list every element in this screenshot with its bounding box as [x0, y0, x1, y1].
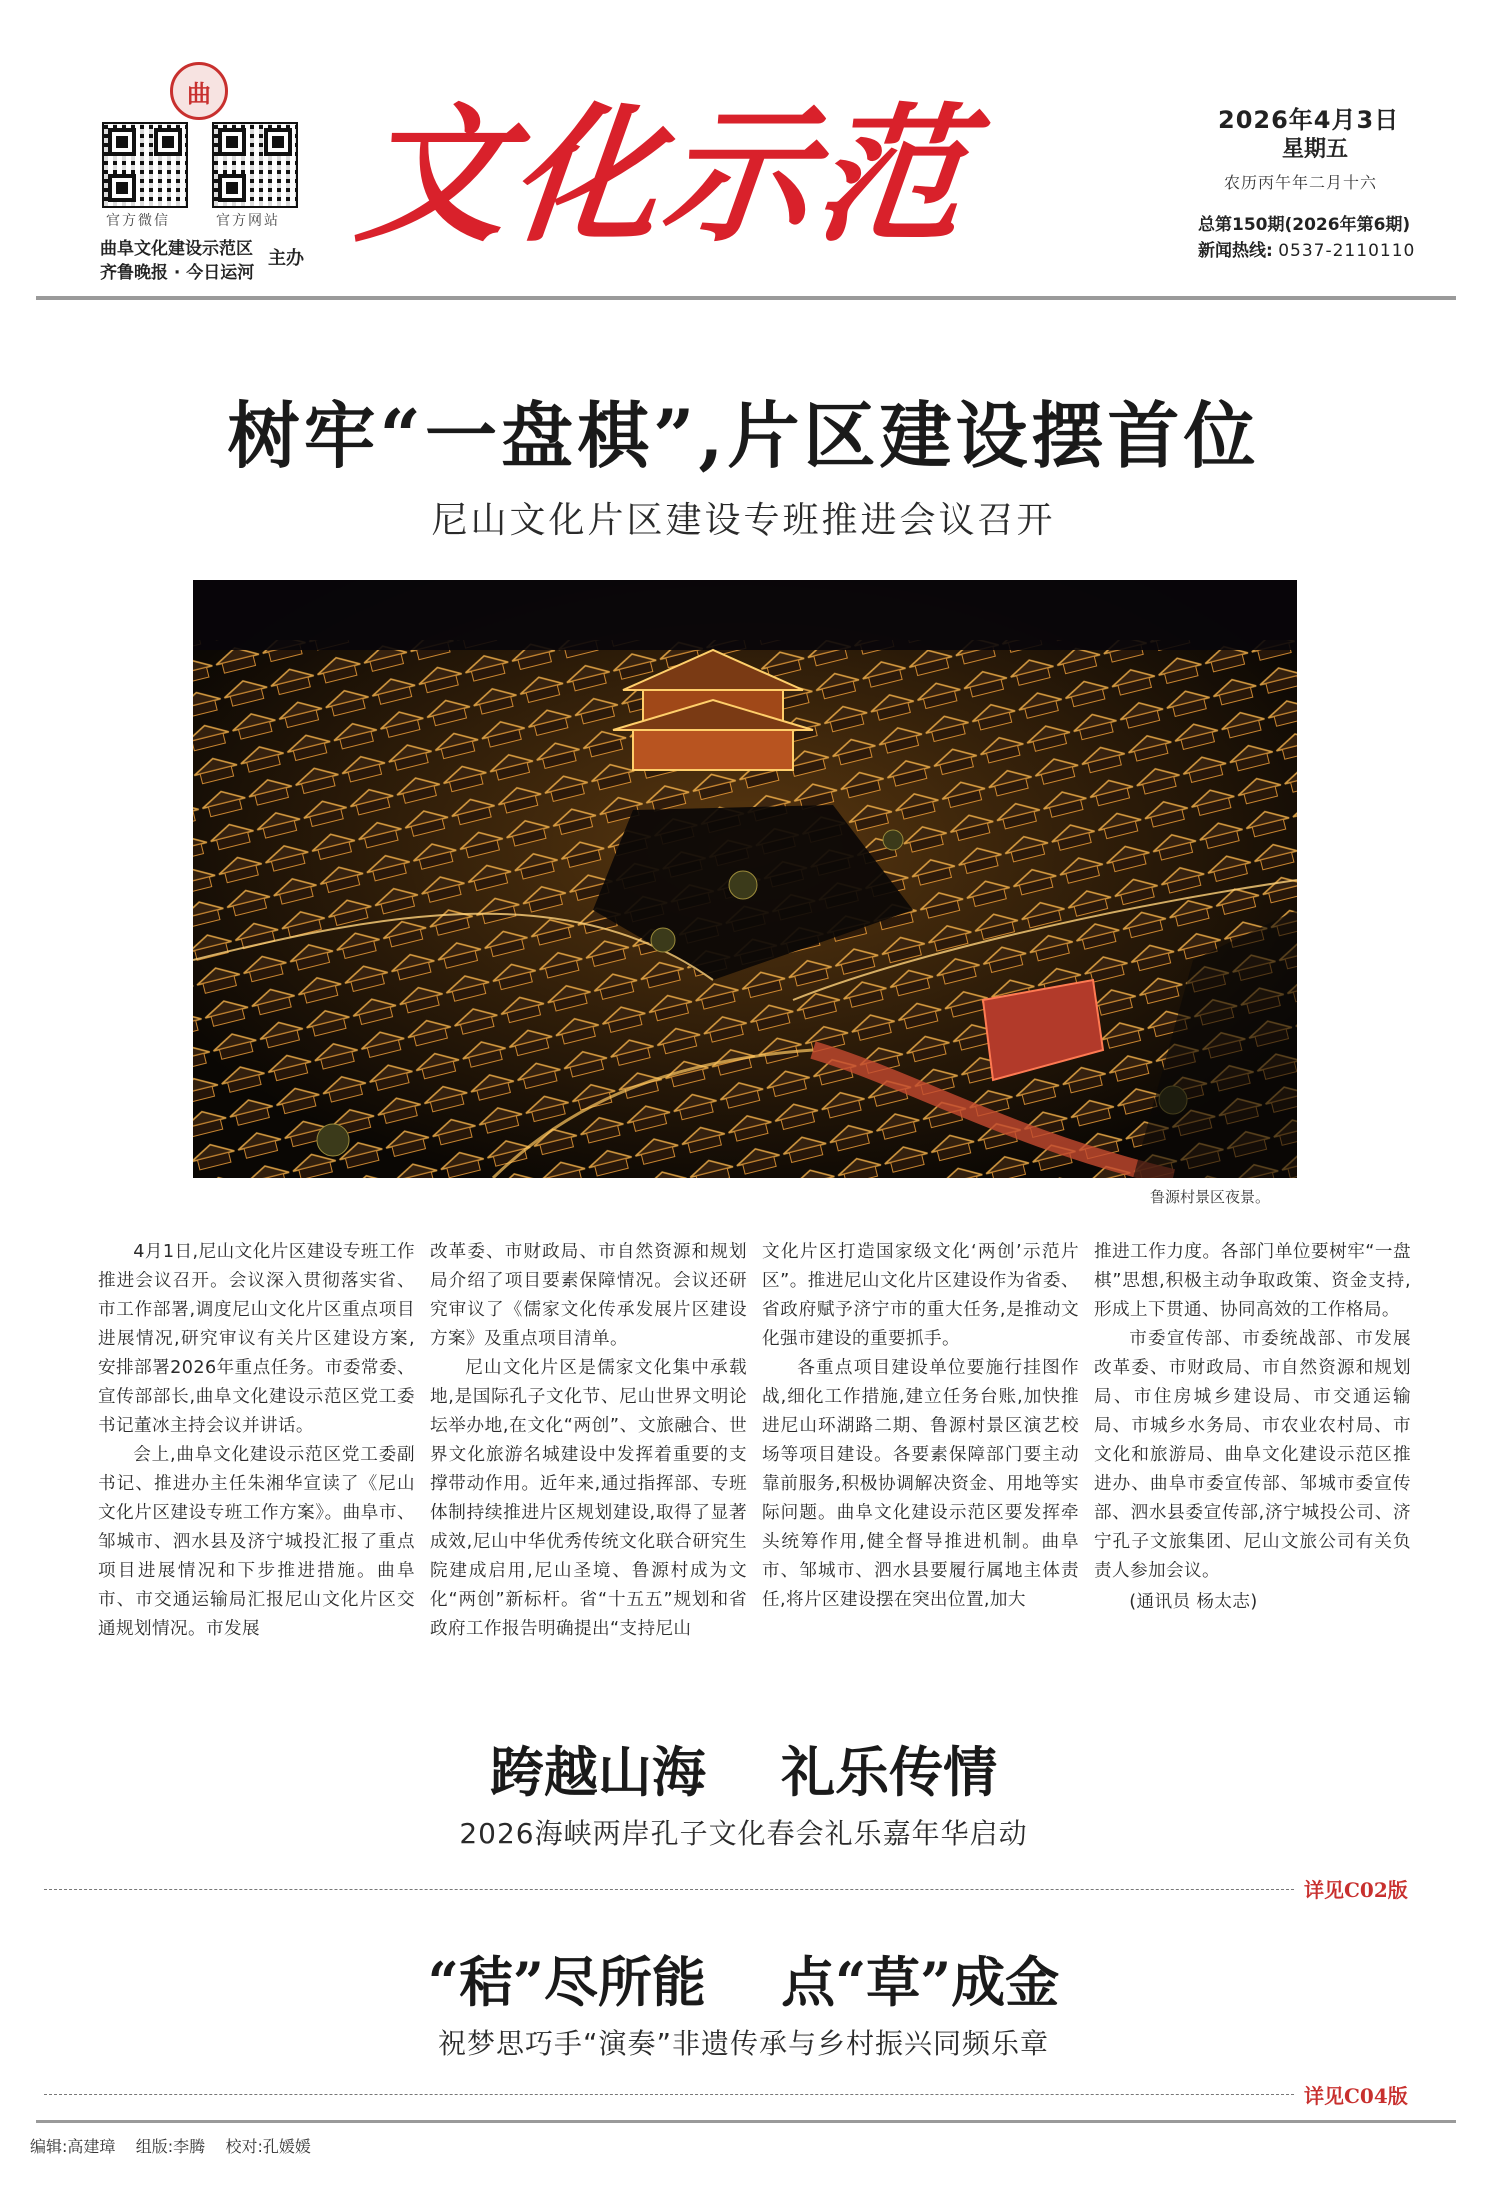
- lead-photo[interactable]: [193, 580, 1297, 1178]
- hotline-label: 新闻热线:: [1198, 241, 1273, 261]
- teaser-1-title[interactable]: 跨越山海 礼乐传情: [489, 1740, 998, 1804]
- paragraph: 推进工作力度。各部门单位要树牢“一盘棋”思想,积极主动争取政策、资金支持,形成上下贯通、协同高效的工作格局。: [1094, 1242, 1411, 1320]
- emblem-icon: 曲: [170, 62, 228, 120]
- header-rule: [36, 296, 1456, 300]
- teaser-2-page-ref[interactable]: 详见C04版: [1304, 2084, 1408, 2108]
- article-column-3: [762, 1238, 1079, 1615]
- website-qr-label: 官方网站: [216, 213, 280, 229]
- website-qr-code[interactable]: [212, 122, 298, 208]
- lead-headline: 树牢“一盘棋”,片区建设摆首位: [227, 393, 1260, 478]
- paragraph: 4月1日,尼山文化片区建设专班工作推进会议召开。会议深入贯彻落实省、市工作部署,调度尼山文化片区重点项目进展情况,研究审议有关片区建设方案,安排部署2026年重点任务。市委常委、宣传部部长,曲阜文化建设示范区党工委书记董冰主持会议并讲话。: [98, 1242, 415, 1436]
- paragraph: 尼山文化片区是儒家文化集中承载地,是国际孔子文化节、尼山世界文明论坛举办地,在文化“两创”、文旅融合、世界文化旅游名城建设中发挥着重要的支撑带动作用。近年来,通过指挥部、专班体制持续推进片区规划建设,取得了显著成效,尼山中华优秀传统文化联合研究生院建成启用,尼山圣境、鲁源村成为文化“两创”新标杆。省“十五五”规划和省政府工作报告明确提出“支持尼山: [430, 1358, 747, 1639]
- photo-caption: 鲁源村景区夜景。: [1150, 1188, 1271, 1206]
- masthead-title: 文化示范: [350, 88, 978, 262]
- teaser-2-title[interactable]: “秸”尽所能 点“草”成金: [427, 1950, 1060, 2014]
- paragraph: 改革委、市财政局、市自然资源和规划局介绍了项目要素保障情况。会议还研究审议了《儒家文化传承发展片区建设方案》及重点项目清单。: [430, 1242, 747, 1349]
- wechat-qr-label: 官方微信: [106, 213, 170, 229]
- sponsor-line-2: 齐鲁晚报 · 今日运河: [100, 263, 255, 283]
- hotline: [1198, 236, 1415, 261]
- article-column-1: [98, 1238, 415, 1644]
- byline: (通讯员 杨太志): [1129, 1592, 1258, 1612]
- paragraph: 市委宣传部、市委统战部、市发展改革委、市财政局、市自然资源和规划局、市住房城乡建设局、市交通运输局、市城乡水务局、市农业农村局、市文化和旅游局、曲阜文化建设示范区推进办、曲阜市委宣传部、邹城市委宣传部、泗水县委宣传部,济宁城投公司、济宁孔子文旅集团、尼山文旅公司有关负责人参加会议。: [1094, 1329, 1411, 1581]
- sponsor-role: 主办: [268, 248, 304, 269]
- teaser-1-page-ref[interactable]: 详见C02版: [1304, 1878, 1408, 1902]
- issue-date: 2026年4月3日: [1218, 106, 1400, 134]
- sponsor-line-1: 曲阜文化建设示范区: [100, 239, 253, 259]
- paragraph: 各重点项目建设单位要施行挂图作战,细化工作措施,建立任务台账,加快推进尼山环湖路二期、鲁源村景区演艺校场等项目建设。各要素保障部门要主动靠前服务,积极协调解决资金、用地等实际问题。曲阜文化建设示范区要发挥牵头统筹作用,健全督导推进机制。曲阜市、邹城市、泗水县要履行属地主体责任,将片区建设摆在突出位置,加大: [762, 1358, 1079, 1610]
- lunar-date: 农历丙午年二月十六: [1224, 173, 1378, 192]
- teaser-1-divider: [44, 1889, 1294, 1890]
- teaser-2-divider: [44, 2094, 1294, 2095]
- village-night-illustration: [193, 580, 1297, 1178]
- issue-number: 总第150期(2026年第6期): [1198, 215, 1411, 235]
- article-column-2: [430, 1238, 747, 1644]
- hotline-number[interactable]: 0537-2110110: [1278, 241, 1416, 261]
- paragraph: 文化片区打造国家级文化‘两创’示范片区”。推进尼山文化片区建设作为省委、省政府赋予济宁市的重大任务,是推动文化强市建设的重要抓手。: [762, 1242, 1079, 1349]
- teaser-1-subtitle: 2026海峡两岸孔子文化春会礼乐嘉年华启动: [459, 1817, 1028, 1850]
- lead-subhead: 尼山文化片区建设专班推进会议召开: [431, 500, 1056, 541]
- footer-credits: 编辑:高建璋 组版:李腾 校对:孔媛媛: [30, 2137, 311, 2156]
- issue-weekday: 星期五: [1282, 137, 1349, 162]
- teaser-2-subtitle: 祝梦思巧手“演奏”非遗传承与乡村振兴同频乐章: [437, 2027, 1049, 2060]
- article-column-4: [1094, 1238, 1411, 1617]
- footer-rule: [36, 2120, 1456, 2123]
- wechat-qr-code[interactable]: [102, 122, 188, 208]
- paragraph: 会上,曲阜文化建设示范区党工委副书记、推进办主任朱湘华宣读了《尼山文化片区建设专班工作方案》。曲阜市、邹城市、泗水县及济宁城投汇报了重点项目进展情况和下步推进措施。曲阜市、市交通运输局汇报尼山文化片区交通规划情况。市发展: [98, 1445, 415, 1639]
